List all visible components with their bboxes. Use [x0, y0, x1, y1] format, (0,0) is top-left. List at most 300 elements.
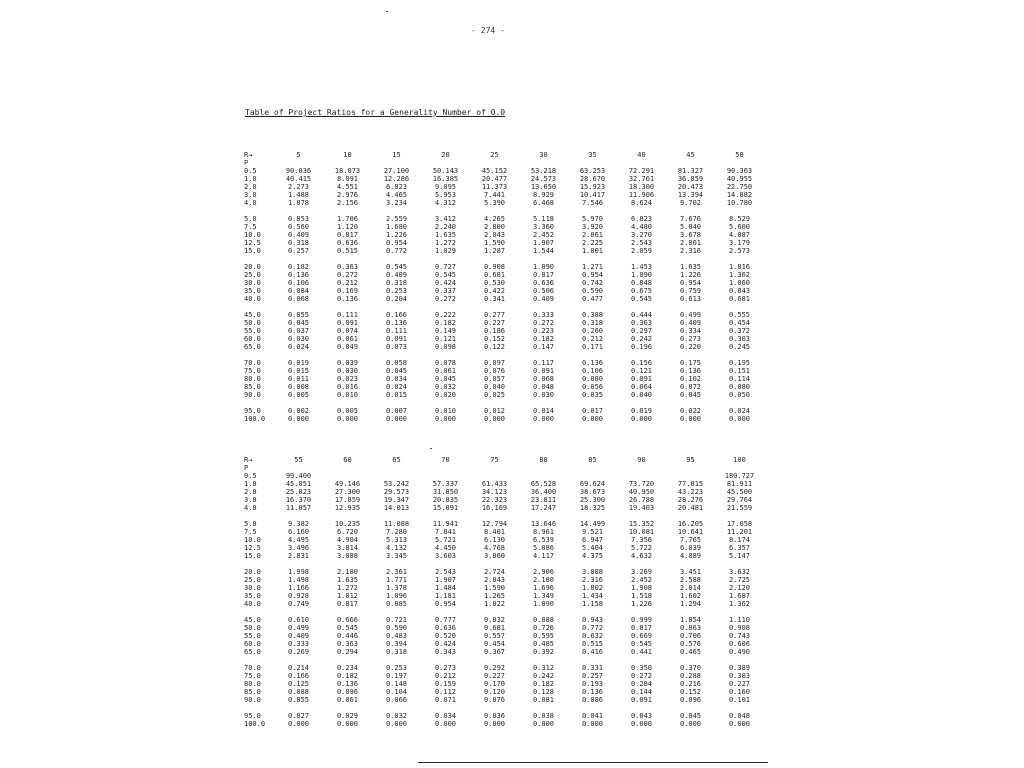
table-cell: 3.603 [434, 552, 457, 560]
ratio-table-2 [244, 455, 764, 728]
table-cell: 0.045 [434, 375, 457, 383]
table-cell: 0.242 [532, 672, 555, 680]
row-label: 75.0 [244, 672, 261, 680]
table-cell: 5.722 [630, 544, 653, 552]
table-cell [519, 472, 568, 480]
table-cell: 10.417 [579, 191, 606, 199]
table-row [244, 311, 764, 319]
table-row [244, 616, 764, 624]
empty-cell [470, 159, 519, 167]
table-cell: 20.835 [432, 496, 459, 504]
row-label: 5.0 [244, 520, 257, 528]
table-cell: 0.530 [483, 279, 506, 287]
table-cell: 12.794 [481, 520, 508, 528]
table-cell: 12.935 [334, 504, 361, 512]
table-cell: 3.632 [728, 568, 751, 576]
table-cell: 0.136 [581, 688, 604, 696]
table-cell: 0.030 [336, 367, 359, 375]
table-cell: 1.349 [532, 592, 555, 600]
empty-cell [274, 464, 323, 472]
table-cell: 0.045 [287, 319, 310, 327]
table-cell: 0.409 [532, 295, 555, 303]
table-cell: 13.650 [530, 183, 557, 191]
table-cell: 0.121 [630, 367, 653, 375]
gap-cell [244, 303, 764, 311]
table-cell: 0.483 [385, 632, 408, 640]
table-cell: 0.193 [581, 680, 604, 688]
table-cell: 1.544 [532, 247, 555, 255]
table-cell: 0.303 [728, 672, 751, 680]
table-cell: 0.121 [434, 335, 457, 343]
table-cell: 0.318 [385, 279, 408, 287]
table-cell: 14.882 [726, 191, 753, 199]
table-cell: 21.559 [726, 504, 753, 512]
table-cell [617, 472, 666, 480]
row-label: 70.0 [244, 664, 261, 672]
table-row [244, 520, 764, 528]
table-cell: 40.415 [285, 175, 312, 183]
table-cell: 0.370 [679, 664, 702, 672]
table-cell: 0.885 [385, 600, 408, 608]
row-axis-row [244, 464, 764, 472]
table-cell: 0.928 [287, 592, 310, 600]
table-cell: 0.061 [336, 335, 359, 343]
table-cell: 0.144 [630, 688, 653, 696]
table-cell: 0.253 [385, 287, 408, 295]
table-cell: 17.058 [726, 520, 753, 528]
table-cell: 0.000 [434, 720, 457, 728]
table-cell: 0.681 [728, 295, 751, 303]
table-cell: 0.273 [434, 664, 457, 672]
table-cell: 3.860 [483, 552, 506, 560]
table-cell: 0.363 [336, 640, 359, 648]
table-row [244, 552, 764, 560]
table-cell: 0.545 [336, 624, 359, 632]
table-row [244, 672, 764, 680]
table-cell: 1.484 [434, 584, 457, 592]
table-cell: 1.029 [434, 247, 457, 255]
table-cell: 0.277 [483, 311, 506, 319]
table-cell: 73.720 [628, 480, 655, 488]
table-cell: 2.156 [336, 199, 359, 207]
table-cell: 0.908 [728, 624, 751, 632]
table-cell: 7.841 [434, 528, 457, 536]
table-cell [666, 472, 715, 480]
table-cell: 0.000 [679, 720, 702, 728]
empty-cell [519, 464, 568, 472]
table-cell: 22.323 [481, 496, 508, 504]
table-cell: 0.097 [483, 359, 506, 367]
column-header: 60 [343, 455, 352, 464]
table-cell: 8.091 [336, 175, 359, 183]
table-cell: 0.832 [483, 616, 506, 624]
table-cell: 0.049 [336, 343, 359, 351]
table-cell: 0.817 [630, 624, 653, 632]
table-cell: 81.327 [677, 167, 704, 175]
table-cell: 0.297 [630, 327, 653, 335]
table-cell: 0.015 [287, 367, 310, 375]
gap-cell [244, 255, 764, 263]
table-cell: 0.050 [728, 391, 751, 399]
table-cell: 0.182 [287, 263, 310, 271]
table-cell: 4.551 [336, 183, 359, 191]
table-row [244, 383, 764, 391]
table-cell: 0.294 [336, 648, 359, 656]
table-cell: 12.286 [383, 175, 410, 183]
table-cell: 0.000 [336, 720, 359, 728]
table-row [244, 407, 764, 415]
table-cell: 0.000 [679, 415, 702, 423]
table-cell: 1.802 [581, 584, 604, 592]
table-cell: 0.032 [434, 383, 457, 391]
table-cell: 25.023 [285, 488, 312, 496]
table-cell: 0.000 [728, 415, 751, 423]
table-cell: 0.727 [434, 263, 457, 271]
row-label: 80.0 [244, 375, 261, 383]
table-cell: 40.955 [726, 175, 753, 183]
table-cell: 1.434 [581, 592, 604, 600]
gap-cell [244, 704, 764, 712]
table-cell: 9.095 [434, 183, 457, 191]
table-cell: 0.058 [385, 359, 408, 367]
table-cell: 0.204 [630, 680, 653, 688]
table-cell: 19.403 [628, 504, 655, 512]
table-cell: 11.088 [383, 520, 410, 528]
table-cell: 0.088 [287, 688, 310, 696]
row-label: 10.0 [244, 536, 261, 544]
table-cell: 36.859 [677, 175, 704, 183]
table-cell: 0.114 [728, 375, 751, 383]
table-cell: 7.546 [581, 199, 604, 207]
empty-cell [470, 464, 519, 472]
table-cell: 0.056 [581, 383, 604, 391]
table-cell: 0.074 [336, 327, 359, 335]
table-cell: 11.941 [432, 520, 459, 528]
table-row [244, 415, 764, 423]
scan-speck [430, 448, 432, 449]
empty-cell [666, 464, 715, 472]
table-cell: 16.385 [432, 175, 459, 183]
table-cell: 2.316 [679, 247, 702, 255]
table-cell: 0.096 [336, 688, 359, 696]
table-cell: 0.333 [532, 311, 555, 319]
table-cell: 0.331 [581, 664, 604, 672]
table-cell: 5.721 [434, 536, 457, 544]
table-cell: 53.242 [383, 480, 410, 488]
table-cell: 1.518 [630, 592, 653, 600]
table-cell: 0.000 [483, 720, 506, 728]
table-row [244, 472, 764, 480]
table-cell: 0.515 [581, 640, 604, 648]
table-cell: 29.764 [726, 496, 753, 504]
table-cell: 0.025 [483, 391, 506, 399]
table-cell: 0.000 [434, 415, 457, 423]
table-cell: 0.038 [532, 712, 555, 720]
table-cell: 0.091 [630, 375, 653, 383]
corner-label: R→ [244, 455, 253, 464]
table-cell: 0.101 [728, 696, 751, 704]
group-gap [244, 207, 764, 215]
table-cell: 10.641 [677, 528, 704, 536]
table-cell: 0.204 [385, 295, 408, 303]
table-cell: 2.725 [728, 576, 751, 584]
row-label: 45.0 [244, 616, 261, 624]
table-row [244, 568, 764, 576]
table-cell: 11.906 [628, 191, 655, 199]
table-cell: 0.016 [336, 383, 359, 391]
table-cell: 180.727 [724, 472, 755, 480]
table-row [244, 239, 764, 247]
group-gap [244, 512, 764, 520]
gap-cell [244, 207, 764, 215]
table-cell: 0.636 [532, 279, 555, 287]
scan-speck [418, 762, 768, 763]
table-cell: 0.817 [336, 231, 359, 239]
table-cell: 0.388 [581, 311, 604, 319]
table-cell: 0.096 [679, 696, 702, 704]
table-cell: 0.343 [434, 648, 457, 656]
table-cell: 1.272 [434, 239, 457, 247]
table-cell: 3.345 [385, 552, 408, 560]
table-row [244, 640, 764, 648]
group-gap [244, 608, 764, 616]
table-cell: 0.220 [679, 343, 702, 351]
table-cell: 63.253 [579, 167, 606, 175]
table-cell: 6.130 [483, 536, 506, 544]
table-row [244, 215, 764, 223]
table-row [244, 528, 764, 536]
table-cell: 65.528 [530, 480, 557, 488]
row-label: 65.0 [244, 648, 261, 656]
table-cell: 0.454 [728, 319, 751, 327]
empty-cell [372, 159, 421, 167]
table-cell: 0.171 [581, 343, 604, 351]
table-cell: 0.080 [581, 375, 604, 383]
table-cell: 2.225 [581, 239, 604, 247]
table-cell: 2.800 [483, 223, 506, 231]
table-cell: 0.166 [287, 672, 310, 680]
table-cell: 1.378 [385, 584, 408, 592]
column-header: 10 [343, 150, 352, 159]
table-cell: 0.943 [581, 616, 604, 624]
table-cell: 0.023 [336, 375, 359, 383]
table-cell: 0.499 [287, 624, 310, 632]
table-cell: 20.473 [677, 183, 704, 191]
table-cell: 0.409 [287, 632, 310, 640]
row-label: 0.5 [244, 472, 257, 480]
table-cell: 6.947 [581, 536, 604, 544]
table-cell: 22.750 [726, 183, 753, 191]
table-cell: 1.265 [483, 592, 506, 600]
table-cell: 0.055 [287, 696, 310, 704]
table-cell: 0.257 [287, 247, 310, 255]
row-label: 85.0 [244, 383, 261, 391]
table-cell: 0.086 [581, 696, 604, 704]
table-cell: 0.636 [336, 239, 359, 247]
table-cell: 0.454 [483, 640, 506, 648]
gap-cell [244, 351, 764, 359]
column-header: 45 [686, 150, 695, 159]
table-cell: 0.112 [434, 688, 457, 696]
table-cell: 3.678 [679, 231, 702, 239]
table-cell: 0.008 [287, 383, 310, 391]
table-cell: 0.409 [287, 231, 310, 239]
column-header: 70 [441, 455, 450, 464]
table-cell: 0.055 [287, 311, 310, 319]
table-cell: 2.316 [581, 576, 604, 584]
table-cell: 0.005 [287, 391, 310, 399]
table-cell: 0.227 [483, 672, 506, 680]
row-label: 3.0 [244, 191, 257, 199]
table-cell: 0.156 [630, 359, 653, 367]
empty-cell [519, 159, 568, 167]
row-label: 2.0 [244, 183, 257, 191]
table-cell: 0.091 [532, 367, 555, 375]
table-cell: 0.260 [581, 327, 604, 335]
table-cell: 0.002 [287, 407, 310, 415]
gap-cell [244, 399, 764, 407]
row-label: 30.0 [244, 584, 261, 592]
table-row [244, 648, 764, 656]
empty-cell [568, 464, 617, 472]
table-cell: 0.636 [434, 624, 457, 632]
table-cell: 0.152 [679, 688, 702, 696]
table-cell: 1.635 [336, 576, 359, 584]
row-label: 100.0 [244, 415, 266, 423]
table-cell: 0.000 [532, 720, 555, 728]
table-cell: 0.000 [483, 415, 506, 423]
table-cell: 17.859 [334, 496, 361, 504]
table-cell: 2.543 [434, 568, 457, 576]
table-cell: 1.498 [287, 576, 310, 584]
table-row [244, 199, 764, 207]
empty-cell [617, 159, 666, 167]
group-gap [244, 399, 764, 407]
table-cell: 23.811 [530, 496, 557, 504]
table-cell: 27.300 [334, 488, 361, 496]
table-row [244, 496, 764, 504]
table-row [244, 600, 764, 608]
table-cell: 14.013 [383, 504, 410, 512]
table-cell: 0.817 [532, 271, 555, 279]
table-cell: 0.041 [581, 712, 604, 720]
column-header: 55 [294, 455, 303, 464]
table-cell: 29.573 [383, 488, 410, 496]
table-cell: 2.861 [679, 239, 702, 247]
table-cell: 1.060 [728, 279, 751, 287]
table-cell: 2.240 [434, 223, 457, 231]
table-cell: 4.889 [679, 552, 702, 560]
row-axis-label: P [244, 464, 249, 472]
table-cell [372, 472, 421, 480]
table-cell: 0.253 [385, 664, 408, 672]
empty-cell [421, 159, 470, 167]
table-cell: 0.954 [581, 271, 604, 279]
table-cell: 0.073 [385, 343, 408, 351]
table-cell: 3.496 [287, 544, 310, 552]
table-cell: 0.606 [728, 640, 751, 648]
table-cell: 0.072 [679, 383, 702, 391]
table-row [244, 592, 764, 600]
table-cell: 0.136 [581, 359, 604, 367]
table-cell: 7.765 [679, 536, 702, 544]
table-cell: 1.090 [532, 600, 555, 608]
table-row [244, 632, 764, 640]
table-cell: 3.270 [630, 231, 653, 239]
table-cell: 0.772 [581, 624, 604, 632]
table-cell: 16.169 [481, 504, 508, 512]
table-cell: 0.147 [532, 343, 555, 351]
row-label: 0.5 [244, 167, 257, 175]
table-cell: 45.500 [726, 488, 753, 496]
table-cell: 0.015 [385, 391, 408, 399]
table-cell: 0.098 [434, 343, 457, 351]
table-cell: 6.823 [385, 183, 408, 191]
table-cell: 0.111 [385, 327, 408, 335]
table-cell: 2.724 [483, 568, 506, 576]
table-cell: 50.143 [432, 167, 459, 175]
row-axis-row [244, 159, 764, 167]
table-row [244, 480, 764, 488]
table-cell: 0.669 [630, 632, 653, 640]
table-cell: 0.000 [728, 720, 751, 728]
table-cell: 0.269 [287, 648, 310, 656]
table-row [244, 696, 764, 704]
table-cell: 10.081 [628, 528, 655, 536]
table-cell: 3.920 [581, 223, 604, 231]
table-cell: 0.136 [385, 319, 408, 327]
table-cell: 15.352 [628, 520, 655, 528]
table-cell: 2.588 [679, 576, 702, 584]
table-cell: 6.468 [532, 199, 555, 207]
table-cell: 0.422 [483, 287, 506, 295]
table-cell: 1.226 [630, 600, 653, 608]
table-cell: 20.481 [677, 504, 704, 512]
table-cell: 2.120 [728, 584, 751, 592]
table-cell: 0.125 [287, 680, 310, 688]
table-cell: 0.091 [385, 335, 408, 343]
table-row [244, 175, 764, 183]
table-cell: 7.280 [385, 528, 408, 536]
table-cell: 0.152 [483, 335, 506, 343]
group-gap [244, 351, 764, 359]
row-label: 100.0 [244, 720, 266, 728]
row-label: 25.0 [244, 271, 261, 279]
row-label: 40.0 [244, 600, 261, 608]
table-cell: 0.182 [532, 335, 555, 343]
table-cell: 57.337 [432, 480, 459, 488]
table-row [244, 287, 764, 295]
table-cell: 0.068 [287, 295, 310, 303]
table-cell: 0.175 [679, 359, 702, 367]
table-cell: 0.071 [434, 696, 457, 704]
table-cell: 0.242 [630, 335, 653, 343]
table-cell: 0.742 [581, 279, 604, 287]
table-cell: 3.088 [336, 552, 359, 560]
table-cell: 0.227 [728, 680, 751, 688]
table-cell: 0.048 [532, 383, 555, 391]
table-cell: 0.000 [630, 720, 653, 728]
table-cell: 20.477 [481, 175, 508, 183]
table-cell: 0.136 [336, 680, 359, 688]
row-label: 20.0 [244, 263, 261, 271]
row-label: 35.0 [244, 592, 261, 600]
table-cell: 28.670 [579, 175, 606, 183]
header-row [244, 455, 764, 464]
table-cell: 6.720 [336, 528, 359, 536]
table-cell: 14.499 [579, 520, 606, 528]
table-cell: 36.400 [530, 488, 557, 496]
